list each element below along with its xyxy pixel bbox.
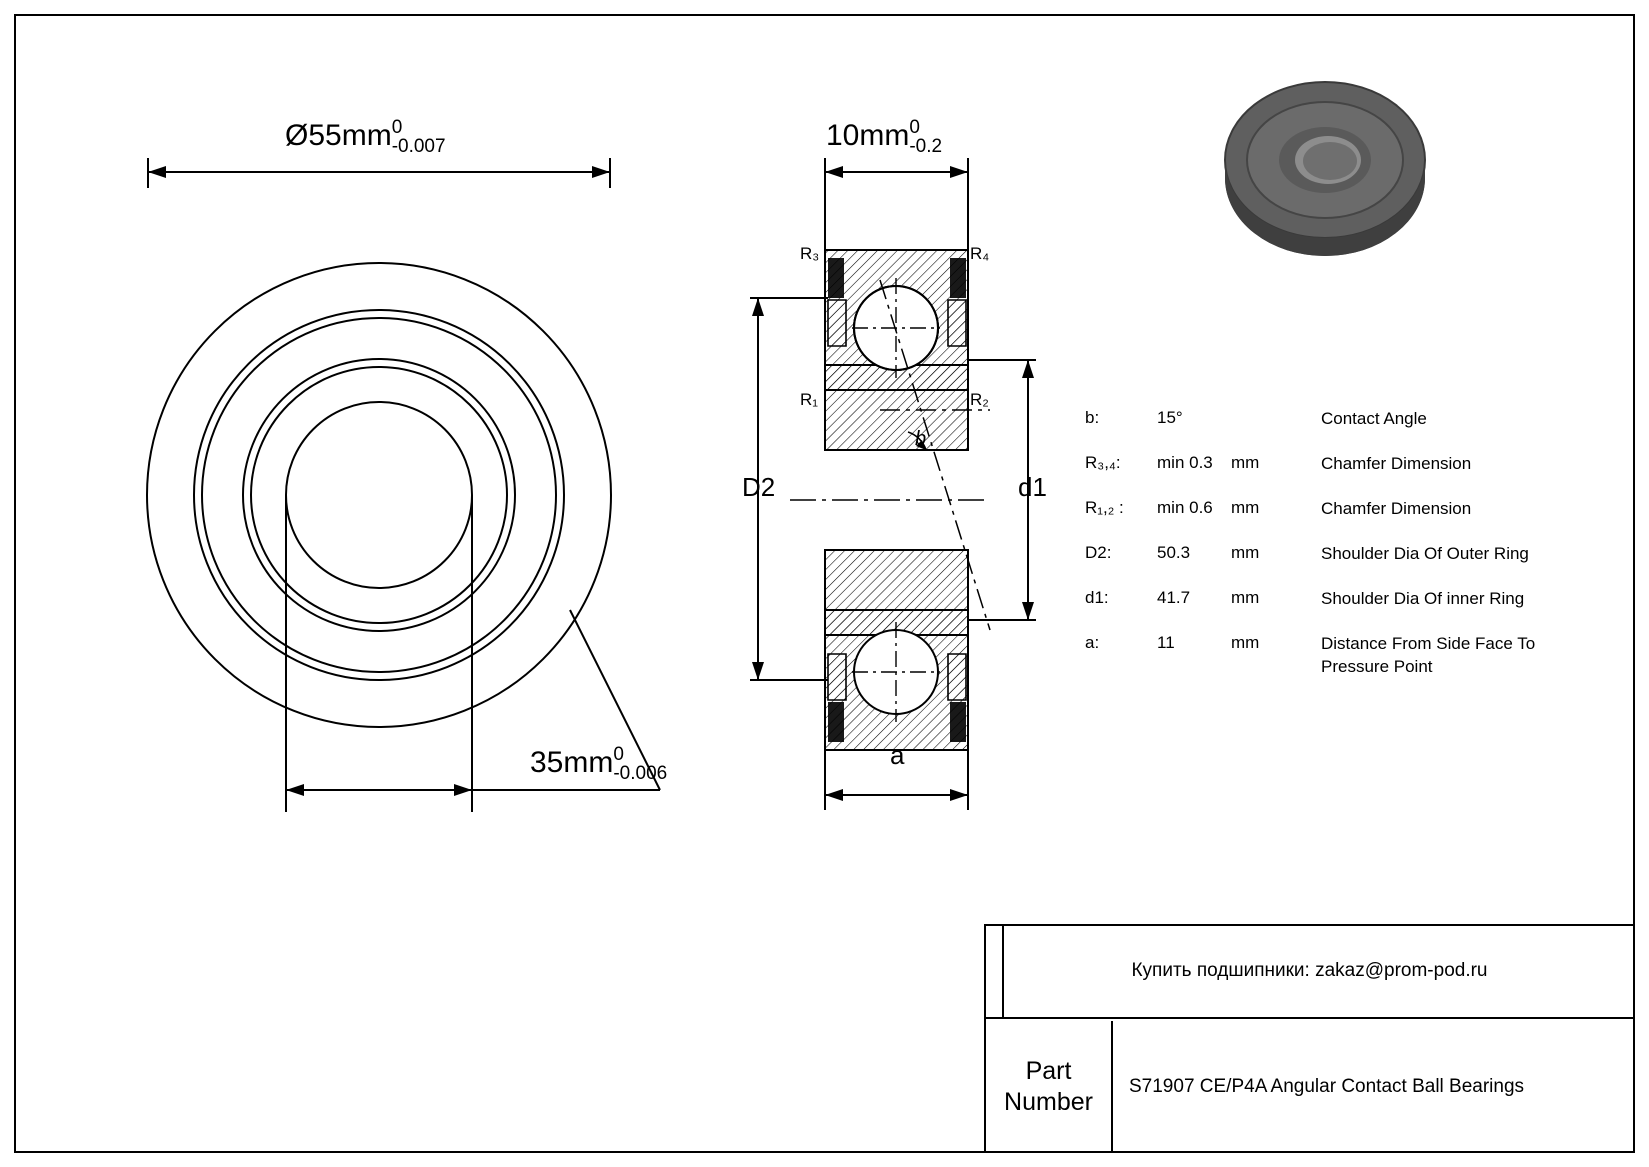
chamfer-mark-r1: [800, 390, 818, 410]
part-number-label: [986, 1021, 1113, 1153]
spec-symbol: b:: [1085, 408, 1100, 427]
spec-unit: mm: [1231, 542, 1260, 562]
spec-row: [1085, 453, 1605, 476]
chamfer-mark-r1-label: R₁: [800, 390, 819, 409]
part-number-label-line2: Number: [1004, 1088, 1093, 1116]
part-number-value: S71907 CE/P4A Angular Contact Ball Bearings: [1129, 1076, 1525, 1097]
spec-row: [1085, 498, 1605, 521]
chamfer-mark-r3: [800, 244, 819, 264]
spec-row: [1085, 588, 1605, 611]
specification-table: [1085, 408, 1605, 701]
spec-description: Chamfer Dimension: [1321, 453, 1472, 473]
spec-value: 11: [1157, 632, 1175, 652]
bearing-photo: [1200, 60, 1450, 280]
spec-symbol: R₁,₂ :: [1085, 497, 1124, 517]
spec-symbol: R₃,₄:: [1085, 452, 1121, 472]
spec-row: [1085, 543, 1605, 566]
chamfer-mark-r4-label: R₄: [970, 244, 990, 263]
spec-value: 50.3: [1157, 542, 1191, 562]
spec-description: Shoulder Dia Of Outer Ring: [1321, 543, 1529, 563]
chamfer-mark-r3-label: R₃: [800, 244, 820, 263]
spec-symbol: a:: [1085, 632, 1100, 652]
outer-diameter-tol-lower: -0.007: [391, 136, 446, 157]
title-block-contact-row: [986, 926, 1633, 1019]
spec-symbol: d1:: [1085, 587, 1109, 607]
spec-unit: mm: [1231, 632, 1260, 652]
spec-description: Distance From Side Face To Pressure Point: [1321, 633, 1536, 676]
d1-dimension-label: d1: [1018, 472, 1047, 502]
d2-dimension-label: D2: [742, 472, 776, 502]
title-block: [984, 924, 1635, 1153]
chamfer-mark-r2-label: R₂: [970, 390, 989, 409]
a-dimension-label: a: [890, 740, 905, 770]
spec-unit: mm: [1231, 452, 1260, 472]
width-tol-lower: -0.2: [909, 136, 943, 157]
bore-diameter-dimension: [530, 745, 667, 783]
spec-description: Chamfer Dimension: [1321, 498, 1472, 518]
spec-value: min 0.6: [1157, 497, 1213, 517]
chamfer-mark-r2: [970, 390, 989, 410]
outer-diameter-tol-upper: 0: [391, 117, 403, 138]
outer-diameter-value: Ø55mm: [285, 118, 392, 152]
spec-value: 15°: [1157, 408, 1183, 427]
bore-diameter-value: 35mm: [530, 745, 614, 779]
spec-symbol: D2:: [1085, 542, 1112, 562]
spec-value: min 0.3: [1157, 452, 1213, 472]
chamfer-mark-r4: [970, 244, 989, 264]
width-tol-upper: 0: [909, 117, 920, 138]
spec-unit: mm: [1231, 587, 1260, 607]
spec-unit: mm: [1231, 497, 1260, 517]
bore-diameter-tol-upper: 0: [613, 744, 624, 765]
front-view-geometry: [60, 140, 760, 960]
spec-row: [1085, 408, 1605, 431]
contact-text: Купить подшипники: zakaz@prom-pod.ru: [1131, 960, 1488, 981]
spec-value: 41.7: [1157, 587, 1191, 607]
spec-row: [1085, 633, 1605, 679]
spec-description: Contact Angle: [1321, 409, 1427, 428]
spec-description: Shoulder Dia Of inner Ring: [1321, 588, 1525, 608]
part-number-label-line1: Part: [1025, 1056, 1072, 1085]
width-value: 10mm: [826, 118, 910, 152]
bore-diameter-tol-lower: -0.006: [613, 763, 668, 784]
contact-angle-label: b: [915, 428, 927, 450]
